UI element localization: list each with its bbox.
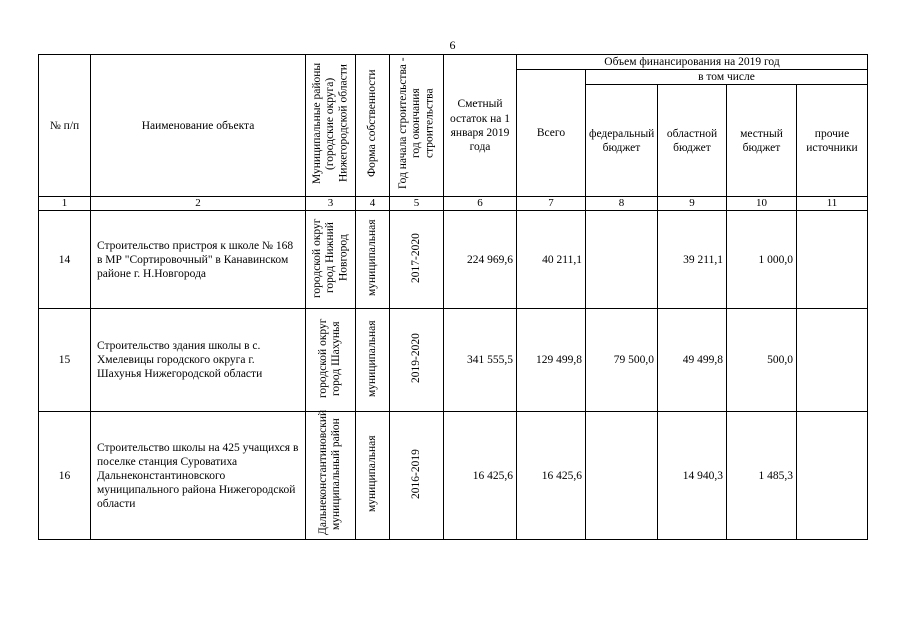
table-row [39,211,868,309]
other [797,211,868,309]
header-local: местный бюджет [727,85,797,197]
district: городской округ город Шахунья [317,318,343,399]
header-estimate: Сметный остаток на 1 января 2019 года [444,55,517,197]
estimate: 341 555,5 [444,309,517,412]
years: 2019-2020 [409,333,422,384]
col-index: 9 [658,197,727,211]
ownership-cell [356,309,390,412]
regional: 49 499,8 [658,309,727,412]
federal [586,211,658,309]
years: 2017-2020 [409,233,422,283]
ownership-cell [356,211,390,309]
header-ownership-cell [356,55,390,197]
col-index: 11 [797,197,868,211]
district-cell [306,211,356,309]
table-row [39,412,868,540]
col-index: 5 [390,197,444,211]
header-federal: федеральный бюджет [586,85,658,197]
ownership: муниципальная [365,219,378,297]
years: 2016-2019 [409,449,422,499]
years-cell [390,211,444,309]
row-num: 14 [39,211,91,309]
object-name: Строительство здания школы в с. Хмелевицы городского округа г. Шахунья Нижегородской области [91,309,306,412]
col-index: 8 [586,197,658,211]
local: 1 485,3 [727,412,797,540]
local: 500,0 [727,309,797,412]
years-cell [390,412,444,540]
header-district: Муниципальные районы (городские округа) Нижегородской области [310,62,350,185]
federal [586,412,658,540]
district-cell [306,409,356,540]
table-row [39,309,868,412]
years-cell [390,309,444,412]
estimate: 16 425,6 [444,412,517,540]
header-other: прочие источники [797,85,868,197]
row-num: 15 [39,309,91,412]
header-name: Наименование объекта [91,55,306,197]
object-name: Строительство пристроя к школе № 168 в МР "Сортировочный" в Канавинском районе г. Н.Новгорода [91,211,306,309]
col-index: 10 [727,197,797,211]
column-index-row [39,197,868,211]
ownership-cell [356,412,390,540]
header-row-1 [39,55,868,70]
col-index: 4 [356,197,390,211]
col-index: 3 [306,197,356,211]
col-index: 6 [444,197,517,211]
district-cell [306,309,356,412]
total: 129 499,8 [517,309,586,412]
header-district-cell [306,55,356,197]
col-index: 7 [517,197,586,211]
total: 16 425,6 [517,412,586,540]
page-number: 6 [449,38,456,52]
header-funding: Объем финансирования на 2019 год [517,55,868,70]
estimate: 224 969,6 [444,211,517,309]
row-num: 16 [39,412,91,540]
ownership: муниципальная [365,320,378,397]
district: Дальнеконстантиновский муниципальный район [317,409,343,535]
col-index: 1 [39,197,91,211]
other [797,412,868,540]
district: городской округ город Нижний Новгород [310,218,350,298]
header-years: Год начала строительства - год окончания строительства [396,57,436,190]
header-including: в том числе [586,70,868,85]
regional: 39 211,1 [658,211,727,309]
total: 40 211,1 [517,211,586,309]
federal: 79 500,0 [586,309,658,412]
other [797,309,868,412]
header-regional: областной бюджет [658,85,727,197]
header-total: Всего [517,70,586,197]
ownership: муниципальная [365,435,378,513]
col-index: 2 [91,197,306,211]
regional: 14 940,3 [658,412,727,540]
funding-table [38,54,868,540]
header-ownership: Форма собственности [365,69,378,178]
header-num: № п/п [39,55,91,197]
object-name: Строительство школы на 425 учащихся в поселке станция Суроватиха Дальнеконстантиновского муниципального района Нижегородской области [91,412,306,540]
local: 1 000,0 [727,211,797,309]
header-years-cell [390,55,444,197]
